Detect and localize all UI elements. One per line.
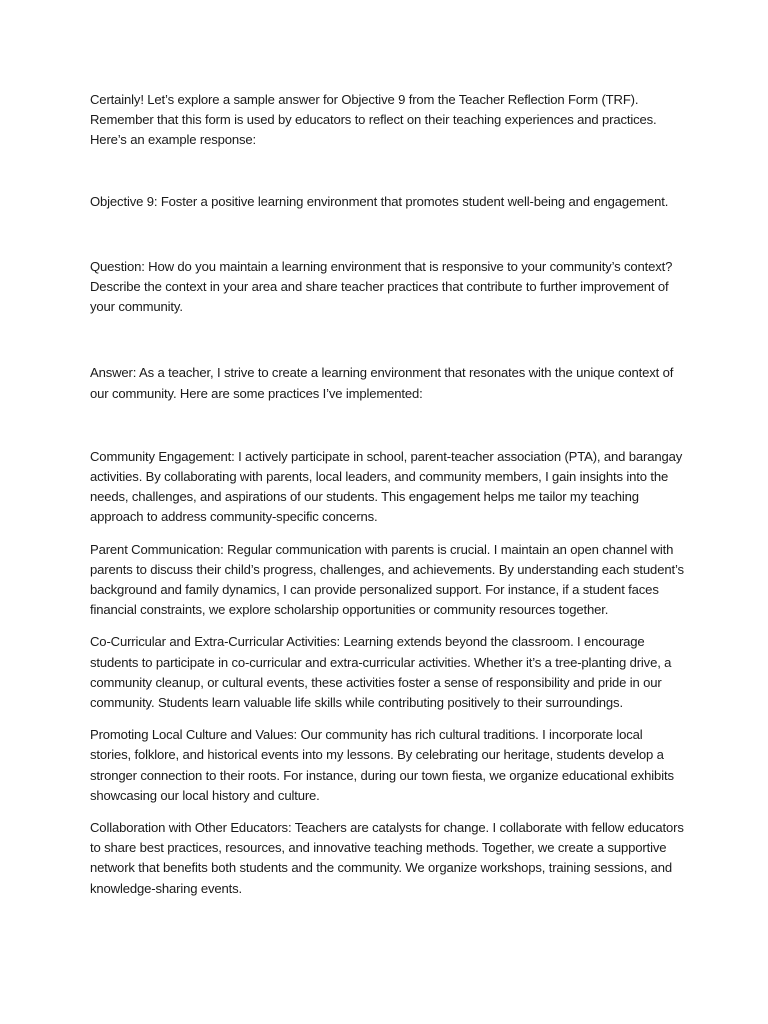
question-paragraph: Question: How do you maintain a learning environment that is responsive to your community’s context? Describe the context in your area and share teacher practices that contribute to further improvement of your community. <box>90 258 673 315</box>
answer-paragraph: Answer: As a teacher, I strive to create a learning environment that resonates with the unique context of our community. Here are some practices I’ve implemented: <box>90 365 674 401</box>
practice-community-engagement: Community Engagement: I actively participate in school, parent-teacher association (PTA), and barangay activities. By collaborating with parents, local leaders, and community members, I gain insights into the needs, challenges, and aspirations of our students. This engagement helps me tailor my teaching approach to address community-specific concerns. <box>90 448 683 525</box>
practice-parent-communication: Parent Communication: Regular communication with parents is crucial. I maintain an open channel with parents to discuss their child’s progress, challenges, and achievements. By understanding each student’s background and family dynamics, I can provide personalized support. For instance, if a student faces financial constraints, we explore scholarship opportunities or community resources together. <box>90 541 684 618</box>
intro-paragraph: Certainly! Let’s explore a sample answer for Objective 9 from the Teacher Reflection Form (TRF). Remember that this form is used by educators to reflect on their teaching experiences and practices. Here’s an example response: <box>90 92 657 148</box>
objective-paragraph: Objective 9: Foster a positive learning environment that promotes student well-being and engagement. <box>90 193 669 209</box>
practice-local-culture: Promoting Local Culture and Values: Our community has rich cultural traditions. I incorporate local stories, folklore, and historical events into my lessons. By celebrating our heritage, students develop a stronger connection to their roots. For instance, during our town fiesta, we organize educational exhibits showcasing our local history and culture. <box>90 727 674 803</box>
document-body <box>90 90 686 911</box>
practice-co-curricular-activities: Co-Curricular and Extra-Curricular Activities: Learning extends beyond the classroom. I encourage students to participate in co-curricular and extra-curricular activities. Whether it’s a tree-planting drive, a community cleanup, or cultural events, these activities foster a sense of responsibility and pride in our community. Students learn valuable life skills while contributing positively to their surroundings. <box>90 634 672 711</box>
practice-collaboration: Collaboration with Other Educators: Teachers are catalysts for change. I collaborate with fellow educators to share best practices, resources, and innovative teaching methods. Together, we create a supportive network that benefits both students and the community. We organize workshops, training sessions, and knowledge-sharing events. <box>90 820 684 896</box>
